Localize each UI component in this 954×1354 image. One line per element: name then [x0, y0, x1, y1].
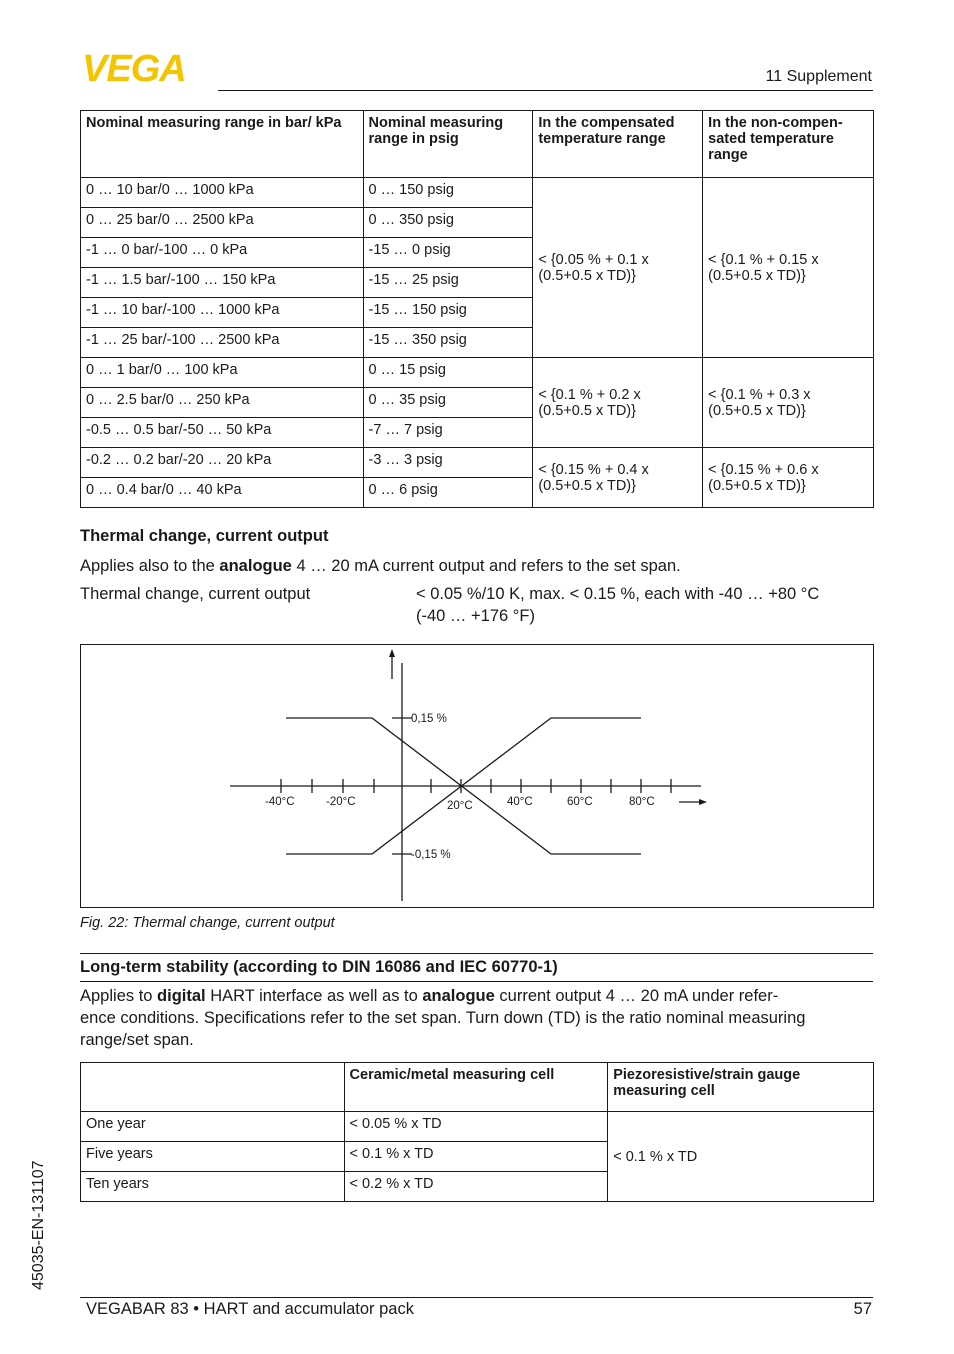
figure-caption: Fig. 22: Thermal change, current output — [80, 915, 335, 931]
stability-table — [80, 1062, 874, 1202]
range-bar-cell: 0 … 2.5 bar/0 … 250 kPa — [81, 388, 364, 418]
stability-line-2: ence conditions. Specifications refer to the set span. Turn down (TD) is the ratio nominal measuring — [80, 1009, 806, 1027]
range-bar-cell: 0 … 25 bar/0 … 2500 kPa — [81, 208, 364, 238]
table-row — [81, 448, 874, 478]
range-psig-cell: 0 … 150 psig — [363, 178, 533, 208]
thermal-value-2: (-40 … +176 °F) — [416, 607, 535, 625]
thermal-figure — [80, 644, 874, 908]
compensated-cell: < {0.1 % + 0.2 x (0.5+0.5 x TD)} — [533, 358, 703, 448]
footer-title: VEGABAR 83 • HART and accumulator pack — [86, 1300, 414, 1318]
range-psig-cell: -3 … 3 psig — [363, 448, 533, 478]
stability-line-1 — [80, 985, 874, 1007]
header-divider — [218, 90, 873, 91]
range-bar-cell: -1 … 1.5 bar/-100 … 150 kPa — [81, 268, 364, 298]
para-bold: digital — [157, 987, 206, 1005]
range-bar-cell: -0.2 … 0.2 bar/-20 … 20 kPa — [81, 448, 364, 478]
header-cell: In the non-compen- sated temperature range — [703, 111, 874, 178]
document-code: 45035-EN-131107 — [30, 1160, 47, 1290]
range-bar-cell: -1 … 25 bar/-100 … 2500 kPa — [81, 328, 364, 358]
y-arrowhead-icon — [389, 649, 395, 657]
thermal-label: Thermal change, current output — [80, 585, 311, 603]
section-label: 11 Supplement — [765, 68, 872, 85]
range-psig-cell: -15 … 25 psig — [363, 268, 533, 298]
header-cell: Nominal measuring range in bar/ kPa — [81, 111, 364, 178]
thermal-diagram — [81, 645, 873, 907]
ceramic-value-cell: < 0.2 % x TD — [344, 1172, 608, 1202]
header-cell: Nominal measuring range in psig — [363, 111, 533, 178]
intro-text: Applies also to the — [80, 557, 220, 575]
range-bar-cell: 0 … 0.4 bar/0 … 40 kPa — [81, 478, 364, 508]
non-compensated-cell: < {0.15 % + 0.6 x (0.5+0.5 x TD)} — [703, 448, 874, 508]
y-label-lower: -0,15 % — [411, 849, 451, 861]
x-label: 20°C — [447, 800, 473, 812]
para-text: current output 4 … 20 mA under refer- — [494, 987, 779, 1005]
range-psig-cell: 0 … 6 psig — [363, 478, 533, 508]
range-psig-cell: -15 … 0 psig — [363, 238, 533, 268]
table-header-row — [81, 111, 874, 178]
compensated-cell: < {0.15 % + 0.4 x (0.5+0.5 x TD)} — [533, 448, 703, 508]
table-row — [81, 358, 874, 388]
period-cell: Five years — [81, 1142, 345, 1172]
para-text: HART interface as well as to — [205, 987, 423, 1005]
compensated-cell: < {0.05 % + 0.1 x (0.5+0.5 x TD)} — [533, 178, 703, 358]
thermal-value-1: < 0.05 %/10 K, max. < 0.15 %, each with -40 … +80 °C — [416, 585, 820, 603]
x-arrowhead-icon — [699, 799, 707, 805]
table-row — [81, 1112, 874, 1142]
range-psig-cell: -15 … 350 psig — [363, 328, 533, 358]
section-rule-top — [80, 953, 873, 954]
piezo-value-cell: < 0.1 % x TD — [608, 1112, 874, 1202]
ceramic-value-cell: < 0.1 % x TD — [344, 1142, 608, 1172]
thermal-heading: Thermal change, current output — [80, 527, 329, 545]
x-label: -20°C — [326, 796, 356, 808]
ceramic-value-cell: < 0.05 % x TD — [344, 1112, 608, 1142]
stability-line-3: range/set span. — [80, 1031, 194, 1049]
x-label: 80°C — [629, 796, 655, 808]
header-cell — [81, 1063, 345, 1112]
range-psig-cell: 0 … 350 psig — [363, 208, 533, 238]
table-header-row — [81, 1063, 874, 1112]
range-bar-cell: 0 … 1 bar/0 … 100 kPa — [81, 358, 364, 388]
range-psig-cell: -15 … 150 psig — [363, 298, 533, 328]
header-cell: Ceramic/metal measuring cell — [344, 1063, 608, 1112]
intro-text: 4 … 20 mA current output and refers to the set span. — [291, 557, 681, 575]
page-number: 57 — [853, 1300, 872, 1318]
para-text: Applies to — [80, 987, 158, 1005]
table-row — [81, 178, 874, 208]
range-psig-cell: 0 … 35 psig — [363, 388, 533, 418]
period-cell: Ten years — [81, 1172, 345, 1202]
range-psig-cell: -7 … 7 psig — [363, 418, 533, 448]
range-bar-cell: -1 … 10 bar/-100 … 1000 kPa — [81, 298, 364, 328]
range-bar-cell: 0 … 10 bar/0 … 1000 kPa — [81, 178, 364, 208]
stability-heading: Long-term stability (according to DIN 16086 and IEC 60770-1) — [80, 958, 558, 976]
header-cell: Piezoresistive/strain gauge measuring cell — [608, 1063, 874, 1112]
logo-text: VEGA — [82, 50, 186, 84]
vega-logo — [82, 50, 212, 84]
range-psig-cell: 0 … 15 psig — [363, 358, 533, 388]
period-cell: One year — [81, 1112, 345, 1142]
footer-divider — [80, 1297, 873, 1298]
range-bar-cell: -0.5 … 0.5 bar/-50 … 50 kPa — [81, 418, 364, 448]
accuracy-table — [80, 110, 874, 508]
section-rule-bottom — [80, 981, 873, 982]
thermal-intro — [80, 555, 681, 577]
para-bold: analogue — [422, 987, 495, 1005]
x-label: 60°C — [567, 796, 593, 808]
non-compensated-cell: < {0.1 % + 0.3 x (0.5+0.5 x TD)} — [703, 358, 874, 448]
header-cell: In the compensated temperature range — [533, 111, 703, 178]
intro-bold: analogue — [219, 557, 292, 575]
range-bar-cell: -1 … 0 bar/-100 … 0 kPa — [81, 238, 364, 268]
x-label: 40°C — [507, 796, 533, 808]
non-compensated-cell: < {0.1 % + 0.15 x (0.5+0.5 x TD)} — [703, 178, 874, 358]
y-label-upper: 0,15 % — [411, 713, 447, 725]
stability-paragraph — [80, 985, 874, 1051]
x-label: -40°C — [265, 796, 295, 808]
